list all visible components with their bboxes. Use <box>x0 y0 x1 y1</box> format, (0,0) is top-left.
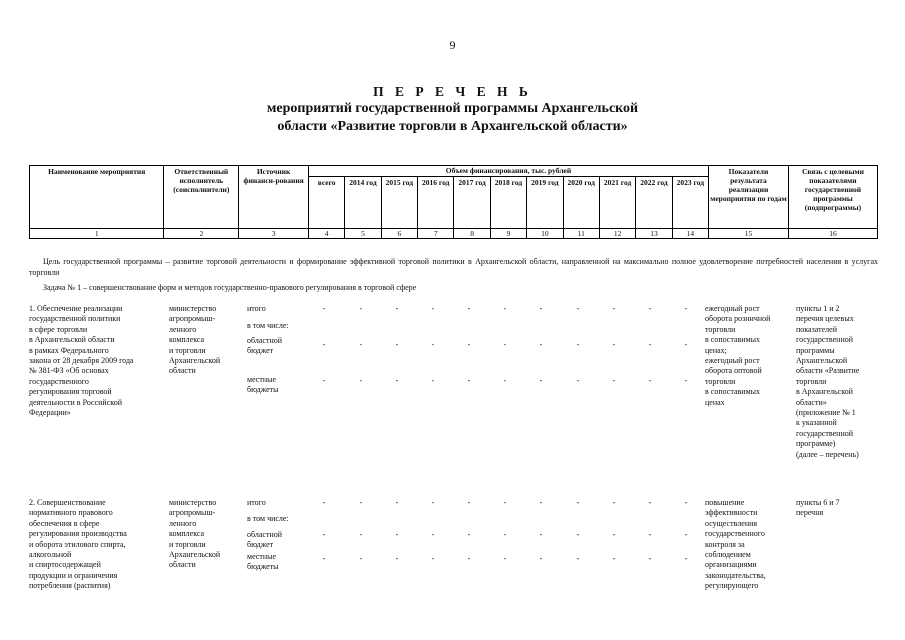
row1-source-local: местные бюджеты <box>247 375 279 395</box>
financing-dash: - <box>395 530 399 539</box>
financing-dash: - <box>648 554 652 563</box>
financing-dash: - <box>539 498 543 507</box>
financing-dash: - <box>467 304 471 313</box>
row2-source-local: местные бюджеты <box>247 552 279 572</box>
financing-dash: - <box>503 340 507 349</box>
column-number: 10 <box>527 229 563 239</box>
row1-name: 1. Обеспечение реализации государственной политики в сфере торговли в Архангельской области в рамках Федерального закона от 28 декабря 2009 года № 381-ФЗ «Об основах государственного регулирования торговой деятельности в Российской Федерации» <box>29 304 134 418</box>
table-header <box>29 165 878 239</box>
row1-source-regional: областной бюджет <box>247 336 283 356</box>
column-number: 3 <box>239 229 309 239</box>
column-number: 6 <box>381 229 417 239</box>
financing-dash: - <box>648 340 652 349</box>
row2-executor: министерство агропромыш- ленного комплекса и торговли Архангельской области <box>169 498 221 570</box>
financing-dash: - <box>322 554 326 563</box>
financing-dash: - <box>576 554 580 563</box>
document-title: П Е Р Е Ч Е Н Ь <box>373 84 532 99</box>
header-year: 2020 год <box>563 177 599 229</box>
financing-dash: - <box>576 376 580 385</box>
header-year: 2016 год <box>418 177 454 229</box>
header-year: 2023 год <box>672 177 708 229</box>
header-executor: Ответственный исполнитель (соисполнители) <box>164 166 239 229</box>
column-number: 8 <box>454 229 490 239</box>
financing-dash: - <box>395 498 399 507</box>
financing-dash: - <box>684 340 688 349</box>
document-subtitle-line-2: области «Развитие торговли в Архангельской области» <box>277 119 628 134</box>
financing-dash: - <box>576 340 580 349</box>
financing-dash: - <box>322 530 326 539</box>
column-number: 5 <box>345 229 381 239</box>
financing-dash: - <box>395 376 399 385</box>
column-number: 12 <box>599 229 635 239</box>
financing-dash: - <box>359 554 363 563</box>
column-number: 4 <box>308 229 344 239</box>
financing-dash: - <box>612 530 616 539</box>
column-number: 7 <box>418 229 454 239</box>
page-number: 9 <box>449 38 456 52</box>
header-indicators: Показатели результата реализации мероприятия по годам <box>709 166 789 229</box>
financing-dash: - <box>359 530 363 539</box>
financing-dash: - <box>612 340 616 349</box>
financing-dash: - <box>359 304 363 313</box>
financing-dash: - <box>648 376 652 385</box>
column-number: 11 <box>563 229 599 239</box>
header-year: 2021 год <box>599 177 635 229</box>
header-year: 2015 год <box>381 177 417 229</box>
financing-dash: - <box>684 498 688 507</box>
header-year: 2018 год <box>490 177 526 229</box>
financing-dash: - <box>648 498 652 507</box>
financing-dash: - <box>431 498 435 507</box>
financing-dash: - <box>322 498 326 507</box>
financing-dash: - <box>576 530 580 539</box>
financing-dash: - <box>467 340 471 349</box>
financing-dash: - <box>395 554 399 563</box>
financing-dash: - <box>467 498 471 507</box>
financing-dash: - <box>612 498 616 507</box>
financing-dash: - <box>322 340 326 349</box>
financing-dash: - <box>539 554 543 563</box>
row2-link: пункты 6 и 7 перечня <box>796 498 840 518</box>
financing-dash: - <box>395 304 399 313</box>
financing-dash: - <box>612 554 616 563</box>
header-link: Связь с целевыми показателями государственной программы (подпрограммы) <box>788 166 877 229</box>
task-1: Задача № 1 – совершенствование форм и методов государственно-правового регулирования в торговой сфере <box>43 283 417 292</box>
financing-dash: - <box>431 340 435 349</box>
row2-source-including: в том числе: <box>247 514 289 523</box>
row1-source-including: в том числе: <box>247 321 289 330</box>
financing-dash: - <box>648 530 652 539</box>
financing-dash: - <box>503 304 507 313</box>
financing-dash: - <box>503 498 507 507</box>
column-number: 2 <box>164 229 239 239</box>
financing-dash: - <box>431 554 435 563</box>
financing-dash: - <box>576 304 580 313</box>
financing-dash: - <box>431 530 435 539</box>
column-number: 16 <box>788 229 877 239</box>
header-year: 2017 год <box>454 177 490 229</box>
row1-source-total: итого <box>247 304 266 313</box>
row1-indicator: ежегодный рост оборота розничной торговли в сопоставимых ценах; ежегодный рост оборота оптовой торговли в сопоставимых ценах <box>705 304 771 407</box>
financing-dash: - <box>359 498 363 507</box>
header-financing: Объем финансирования, тыс. рублей <box>308 166 708 177</box>
financing-dash: - <box>503 554 507 563</box>
column-number: 1 <box>30 229 164 239</box>
header-year: 2014 год <box>345 177 381 229</box>
financing-dash: - <box>359 376 363 385</box>
column-number: 9 <box>490 229 526 239</box>
financing-dash: - <box>612 376 616 385</box>
financing-dash: - <box>503 530 507 539</box>
header-total: всего <box>308 177 344 229</box>
header-source: Источник финанси-рования <box>239 166 309 229</box>
financing-dash: - <box>467 376 471 385</box>
document-subtitle-line-1: мероприятий государственной программы Архангельской <box>266 101 639 116</box>
financing-dash: - <box>539 304 543 313</box>
header-year: 2019 год <box>527 177 563 229</box>
column-number: 14 <box>672 229 708 239</box>
financing-dash: - <box>503 376 507 385</box>
financing-dash: - <box>684 304 688 313</box>
financing-dash: - <box>539 530 543 539</box>
financing-dash: - <box>684 554 688 563</box>
financing-dash: - <box>322 304 326 313</box>
column-number: 13 <box>636 229 672 239</box>
financing-dash: - <box>576 498 580 507</box>
financing-dash: - <box>359 340 363 349</box>
financing-dash: - <box>322 376 326 385</box>
financing-dash: - <box>684 530 688 539</box>
financing-dash: - <box>539 340 543 349</box>
financing-dash: - <box>684 376 688 385</box>
column-number: 15 <box>709 229 789 239</box>
program-goal: Цель государственной программы – развитие торговой деятельности и формирование эффективной торговой политики в Архангельской области, направленной на максимально полное удовлетворение потребностей населения в услугах торговли <box>29 257 878 277</box>
header-year: 2022 год <box>636 177 672 229</box>
financing-dash: - <box>539 376 543 385</box>
row2-indicator: повышение эффективности осуществления государственного контроля за соблюдением организациями законодательства, регулирующего <box>705 498 766 591</box>
financing-dash: - <box>431 376 435 385</box>
financing-dash: - <box>648 304 652 313</box>
financing-dash: - <box>467 554 471 563</box>
financing-dash: - <box>612 304 616 313</box>
financing-dash: - <box>395 340 399 349</box>
row1-link: пункты 1 и 2 перечня целевых показателей государственной программы Архангельской области «Развитие торговли в Архангельской области» (приложение № 1 к указанной государственной программе) (далее – перечень) <box>796 304 860 459</box>
row2-name: 2. Совершенствование нормативного правового обеспечения в сфере регулирования производства и оборота этилового спирта, алкогольной и спиртосодержащей продукции и ограничения потребления (распития) <box>29 498 127 591</box>
row2-source-total: итого <box>247 498 266 507</box>
financing-dash: - <box>467 530 471 539</box>
row1-executor: министерство агропромыш- ленного комплекса и торговли Архангельской области <box>169 304 221 376</box>
header-name: Наименование мероприятия <box>30 166 164 229</box>
row2-source-regional: областной бюджет <box>247 530 283 550</box>
financing-dash: - <box>431 304 435 313</box>
